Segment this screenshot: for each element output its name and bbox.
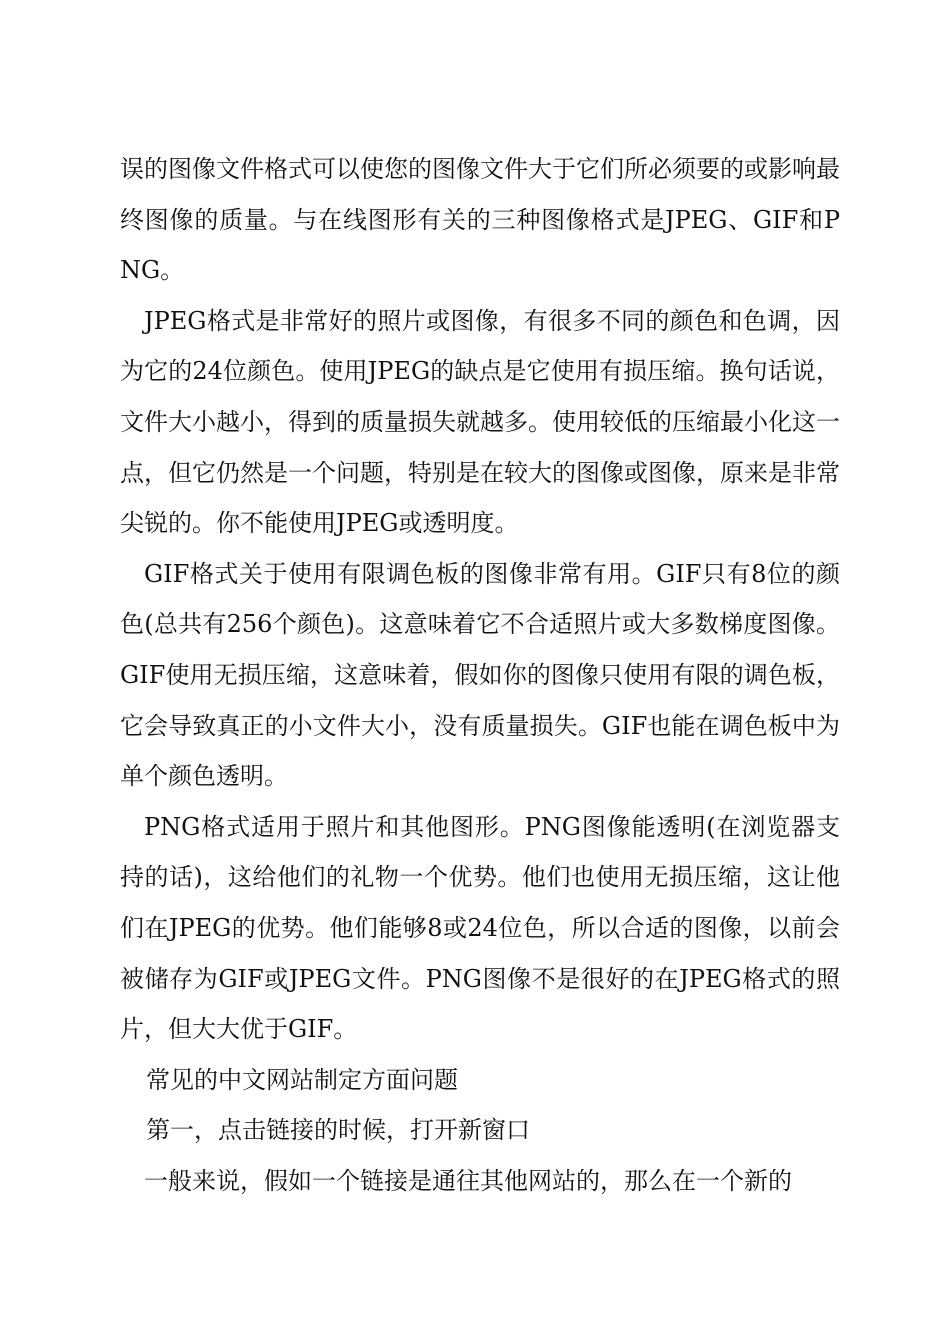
paragraph-new-window: 一般来说，假如一个链接是通往其他网站的，那么在一个新的 [144, 1166, 792, 1195]
paragraph-jpeg: JPEG格式是非常好的照片或图像，有很多不同的颜色和色调，因为它的24位颜色。使用JPEG的缺点是它使用有损压缩。换句话说，文件大小越小，得到的质量损失就越多。使用较低的压缩最小化这一点，但它仍然是一个问题，特别是在较大的图像或图像，原来是非常尖锐的。你不能使用JPEG或透明度。 [120, 306, 840, 538]
section-heading: 常见的中文网站制定方面问题 [146, 1065, 458, 1094]
paragraph-image-formats-intro: 误的图像文件格式可以使您的图像文件大于它们所必须要的或影响最终图像的质量。与在线图形有关的三种图像格式是JPEG、GIF和PNG。 [120, 155, 840, 285]
document-body [120, 144, 840, 1206]
paragraph-png: PNG格式适用于照片和其他图形。PNG图像能透明(在浏览器支持的话)，这给他们的礼物一个优势。他们也使用无损压缩，这让他们在JPEG的优势。他们能够8或24位色，所以合适的图像，以前会被储存为GIF或JPEG文件。PNG图像不是很好的在JPEG格式的照片，但大大优于GIF。 [120, 812, 840, 1044]
paragraph-gif: GIF格式关于使用有限调色板的图像非常有用。GIF只有8位的颜色(总共有256个颜色)。这意味着它不合适照片或大多数梯度图像。GIF使用无损压缩，这意味着，假如你的图像只使用有限的调色板，它会导致真正的小文件大小，没有质量损失。GIF也能在调色板中为单个颜色透明。 [120, 559, 840, 791]
subsection-heading: 第一，点击链接的时候，打开新窗口 [146, 1116, 530, 1145]
